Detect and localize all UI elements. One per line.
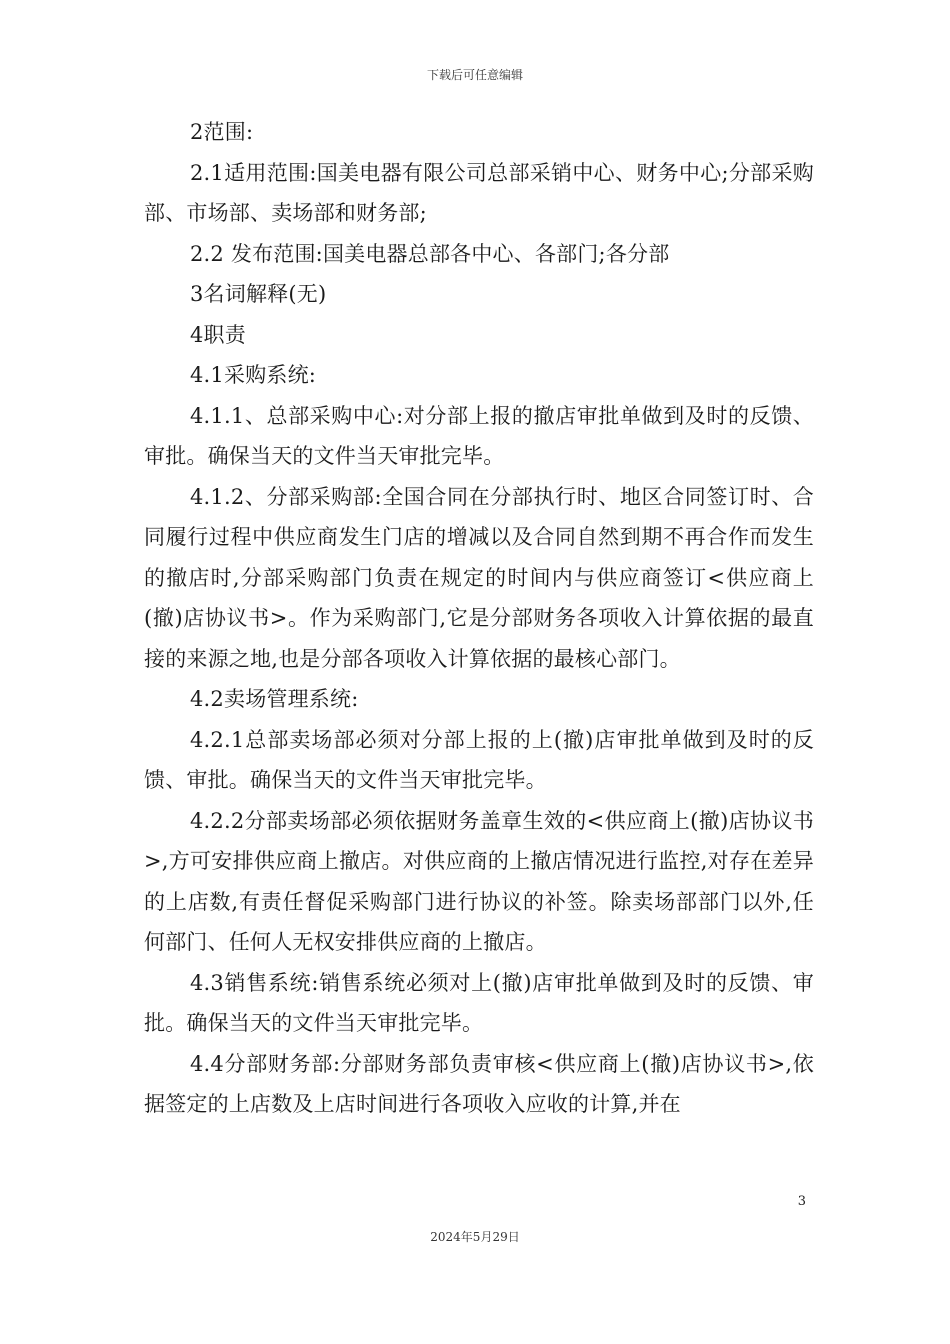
page-footer-date: 2024年5月29日	[430, 1230, 520, 1244]
paragraph-branch-purchasing: 4.1.2、分部采购部:全国合同在分部执行时、地区合同签订时、合同履行过程中供应商发生门店的增减以及合同自然到期不再合作而发生的撤店时,分部采购部门负责在规定的时间内与供应商签订<供应商上(撤)店协议书>。作为采购部门,它是分部财务各项收入计算依据的最直接的来源之地,也是分部各项收入计算依据的最核心部门。	[144, 484, 814, 671]
paragraph-hq-purchasing: 4.1.1、总部采购中心:对分部上报的撤店审批单做到及时的反馈、审批。确保当天的文件当天审批完毕。	[144, 403, 814, 468]
paragraph-release-scope: 2.2 发布范围:国美电器总部各中心、各部门;各分部	[190, 241, 670, 266]
document-body	[144, 112, 814, 1125]
page-number: 3	[797, 1194, 806, 1209]
paragraph-sales-system: 4.3销售系统:销售系统必须对上(撤)店审批单做到及时的反馈、审批。确保当天的文件当天审批完毕。	[144, 970, 814, 1035]
page-header: 下载后可任意编辑	[426, 68, 523, 82]
paragraph-branch-finance: 4.4分部财务部:分部财务部负责审核<供应商上(撤)店协议书>,依据签定的上店数及上店时间进行各项收入应收的计算,并在	[144, 1051, 814, 1116]
section-heading-terms: 3名词解释(无)	[190, 282, 327, 306]
paragraph-hq-store: 4.2.1总部卖场部必须对分部上报的上(撤)店审批单做到及时的反馈、审批。确保当天的文件当天审批完毕。	[144, 727, 814, 792]
subsection-heading-store-management: 4.2卖场管理系统:	[190, 687, 359, 711]
section-heading-duties: 4职责	[190, 322, 246, 347]
paragraph-branch-store: 4.2.2分部卖场部必须依据财务盖章生效的<供应商上(撤)店协议书>,方可安排供应商上撤店。对供应商的上撤店情况进行监控,对存在差异的上店数,有责任督促采购部门进行协议的补签。除卖场部部门以外,任何部门、任何人无权安排供应商的上撤店。	[144, 808, 814, 954]
subsection-heading-purchasing: 4.1采购系统:	[190, 363, 317, 387]
section-heading-scope: 2范围:	[190, 120, 254, 144]
paragraph-applicable-scope: 2.1适用范围:国美电器有限公司总部采销中心、财务中心;分部采购部、市场部、卖场部和财务部;	[144, 160, 814, 225]
